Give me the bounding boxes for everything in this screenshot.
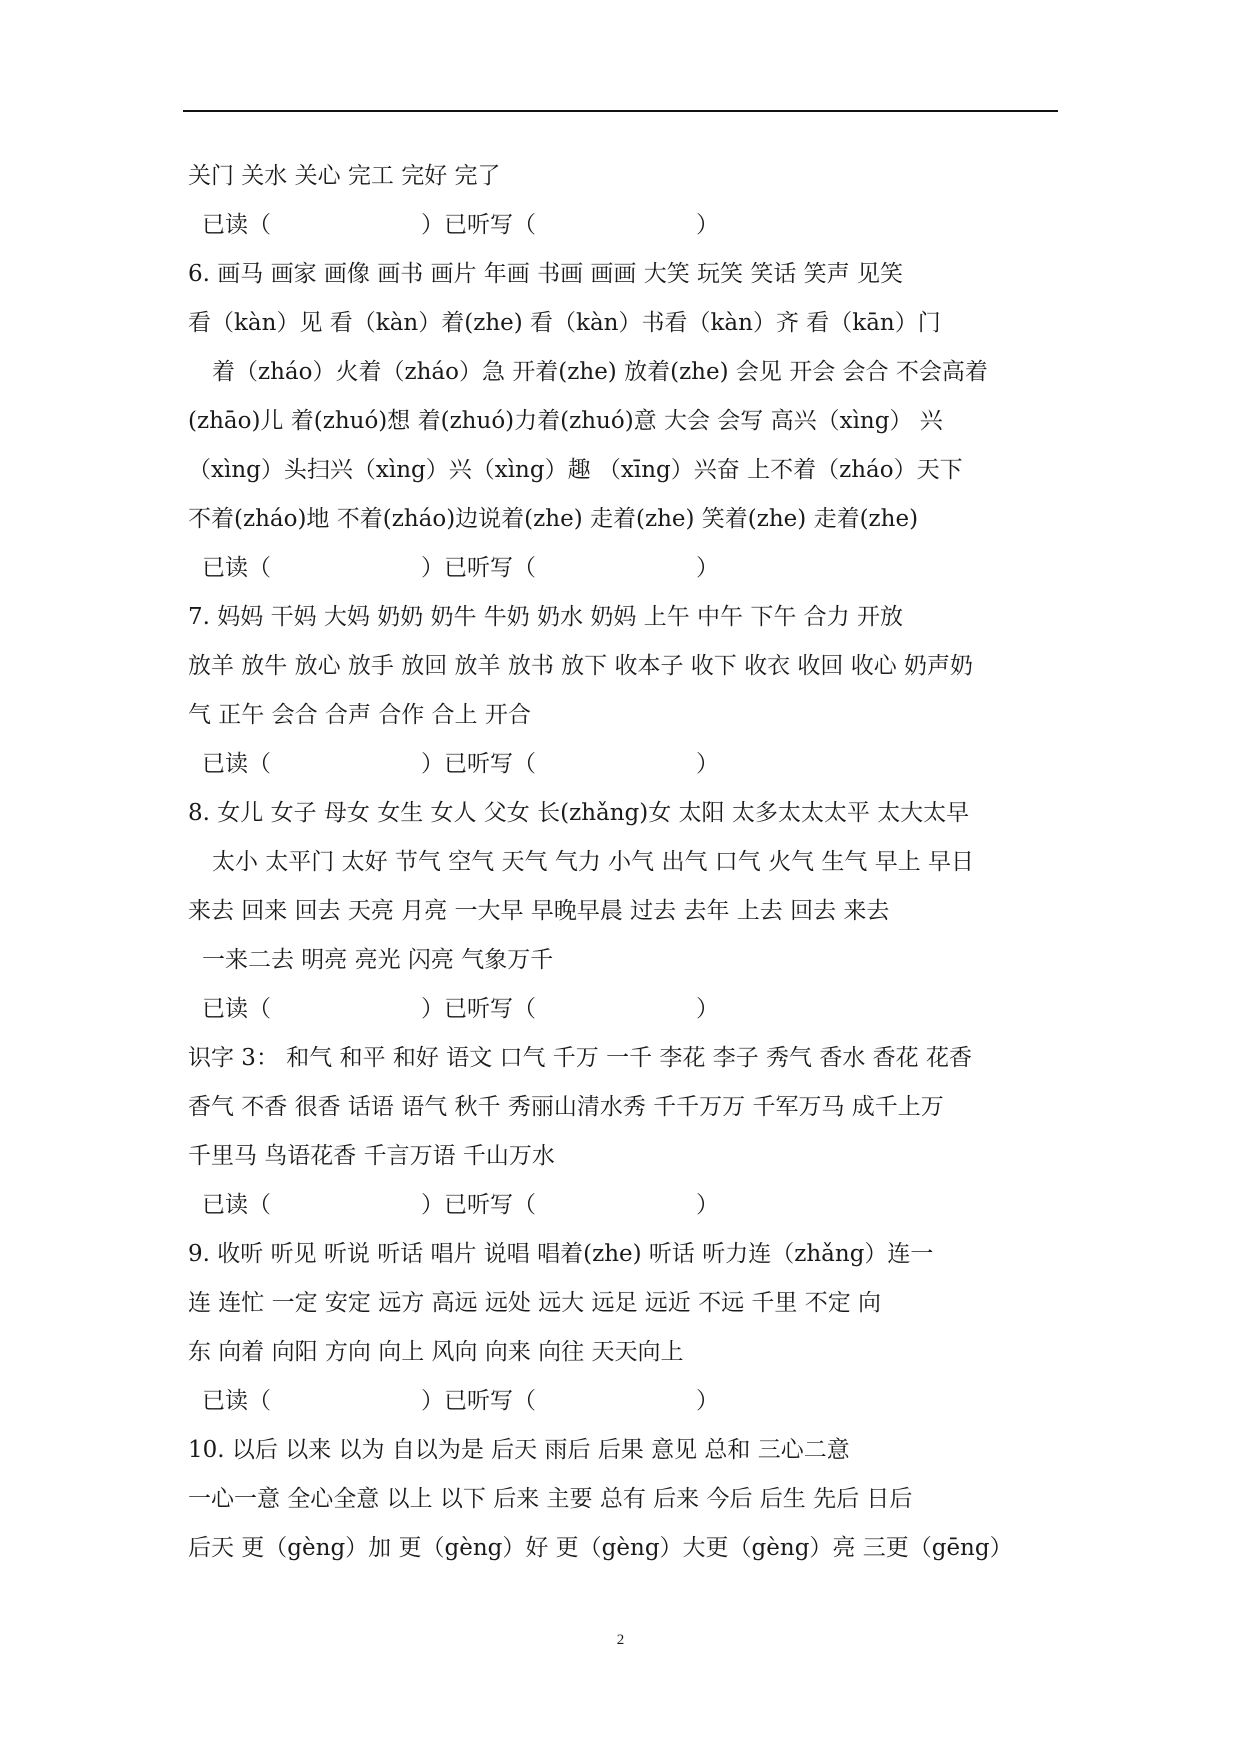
word-line: 放羊 放牛 放心 放手 放回 放羊 放书 放下 收本子 收下 收衣 收回 收心 奶声奶 [188, 653, 974, 679]
word-line: 太小 太平门 太好 节气 空气 天气 气力 小气 出气 口气 火气 生气 早上 早日 [212, 849, 975, 875]
word-line: 来去 回来 回去 天亮 月亮 一大早 早晚早晨 过去 去年 上去 回去 来去 [188, 898, 890, 924]
word-line: (zhāo)儿 着(zhuó)想 着(zhuó)力着(zhuó)意 大会 会写 高兴（xìng） 兴 [188, 408, 943, 434]
read-status-line [188, 740, 1068, 789]
read-label: 已读（ [202, 1192, 271, 1218]
word-line: 不着(zháo)地 不着(zháo)边说着(zhe) 走着(zhe) 笑着(zhe) 走着(zhe) [188, 506, 919, 532]
page-number: 2 [616, 1632, 625, 1648]
dictation-close: ） [696, 555, 719, 581]
word-line: 东 向着 向阳 方向 向上 风向 向来 向往 天天向上 [188, 1339, 684, 1365]
dictation-label: 已听写（ [444, 1388, 536, 1414]
read-status-line [188, 985, 1068, 1034]
dictation-label: 已听写（ [444, 212, 536, 238]
read-label: 已读（ [202, 1388, 271, 1414]
word-line: 9. 收听 听见 听说 听话 唱片 说唱 唱着(zhe) 听话 听力连（zhǎng）连一 [188, 1241, 934, 1267]
word-line: 一来二去 明亮 亮光 闪亮 气象万千 [202, 947, 554, 973]
read-status-line [188, 201, 1068, 250]
dictation-close: ） [696, 996, 719, 1022]
word-line: 后天 更（gèng）加 更（gèng）好 更（gèng）大更（gèng）亮 三更（gēng） [188, 1535, 1013, 1561]
read-status-line [188, 1377, 1068, 1426]
word-line: 千里马 鸟语花香 千言万语 千山万水 [188, 1143, 555, 1169]
dictation-label: 已听写（ [444, 555, 536, 581]
read-label: 已读（ [202, 751, 271, 777]
dictation-label: 已听写（ [444, 1192, 536, 1218]
word-line: 一心一意 全心全意 以上 以下 后来 主要 总有 后来 今后 后生 先后 日后 [188, 1486, 913, 1512]
word-line: 7. 妈妈 干妈 大妈 奶奶 奶牛 牛奶 奶水 奶妈 上午 中午 下午 合力 开放 [188, 604, 903, 630]
word-line: 8. 女儿 女子 母女 女生 女人 父女 长(zhǎng)女 太阳 太多太太太平 太大太早 [188, 800, 970, 826]
dictation-close: ） [696, 1388, 719, 1414]
word-line: 香气 不香 很香 话语 语气 秋千 秀丽山清水秀 千千万万 千军万马 成千上万 [188, 1094, 944, 1120]
word-line: （xìng）头扫兴（xìng）兴（xìng）趣 （xīng）兴奋 上不着（zháo）天下 [188, 457, 963, 483]
dictation-label: 已听写（ [444, 996, 536, 1022]
read-label: 已读（ [202, 555, 271, 581]
read-close: ） [421, 1388, 444, 1414]
read-close: ） [421, 212, 444, 238]
dictation-close: ） [696, 212, 719, 238]
word-line: 看（kàn）见 看（kàn）着(zhe) 看（kàn）书看（kàn）齐 看（kān）门 [188, 310, 941, 336]
dictation-label: 已听写（ [444, 751, 536, 777]
word-line: 10. 以后 以来 以为 自以为是 后天 雨后 后果 意见 总和 三心二意 [188, 1437, 850, 1463]
read-label: 已读（ [202, 212, 271, 238]
read-close: ） [421, 751, 444, 777]
vocabulary-list [188, 152, 1068, 1573]
word-line: 着（zháo）火着（zháo）急 开着(zhe) 放着(zhe) 会见 开会 会合 不会高着 [212, 359, 988, 385]
word-line: 气 正午 会合 合声 合作 合上 开合 [188, 702, 531, 728]
dictation-close: ） [696, 751, 719, 777]
word-line: 关门 关水 关心 完工 完好 完了 [188, 163, 501, 189]
word-line: 识字 3： 和气 和平 和好 语文 口气 千万 一千 李花 李子 秀气 香水 香花 花香 [188, 1045, 972, 1071]
dictation-close: ） [696, 1192, 719, 1218]
read-close: ） [421, 996, 444, 1022]
read-status-line [188, 1181, 1068, 1230]
header-rule [183, 110, 1058, 112]
word-line: 6. 画马 画家 画像 画书 画片 年画 书画 画画 大笑 玩笑 笑话 笑声 见笑 [188, 261, 903, 287]
read-close: ） [421, 1192, 444, 1218]
read-close: ） [421, 555, 444, 581]
read-status-line [188, 544, 1068, 593]
read-label: 已读（ [202, 996, 271, 1022]
word-line: 连 连忙 一定 安定 远方 高远 远处 远大 远足 远近 不远 千里 不定 向 [188, 1290, 882, 1316]
